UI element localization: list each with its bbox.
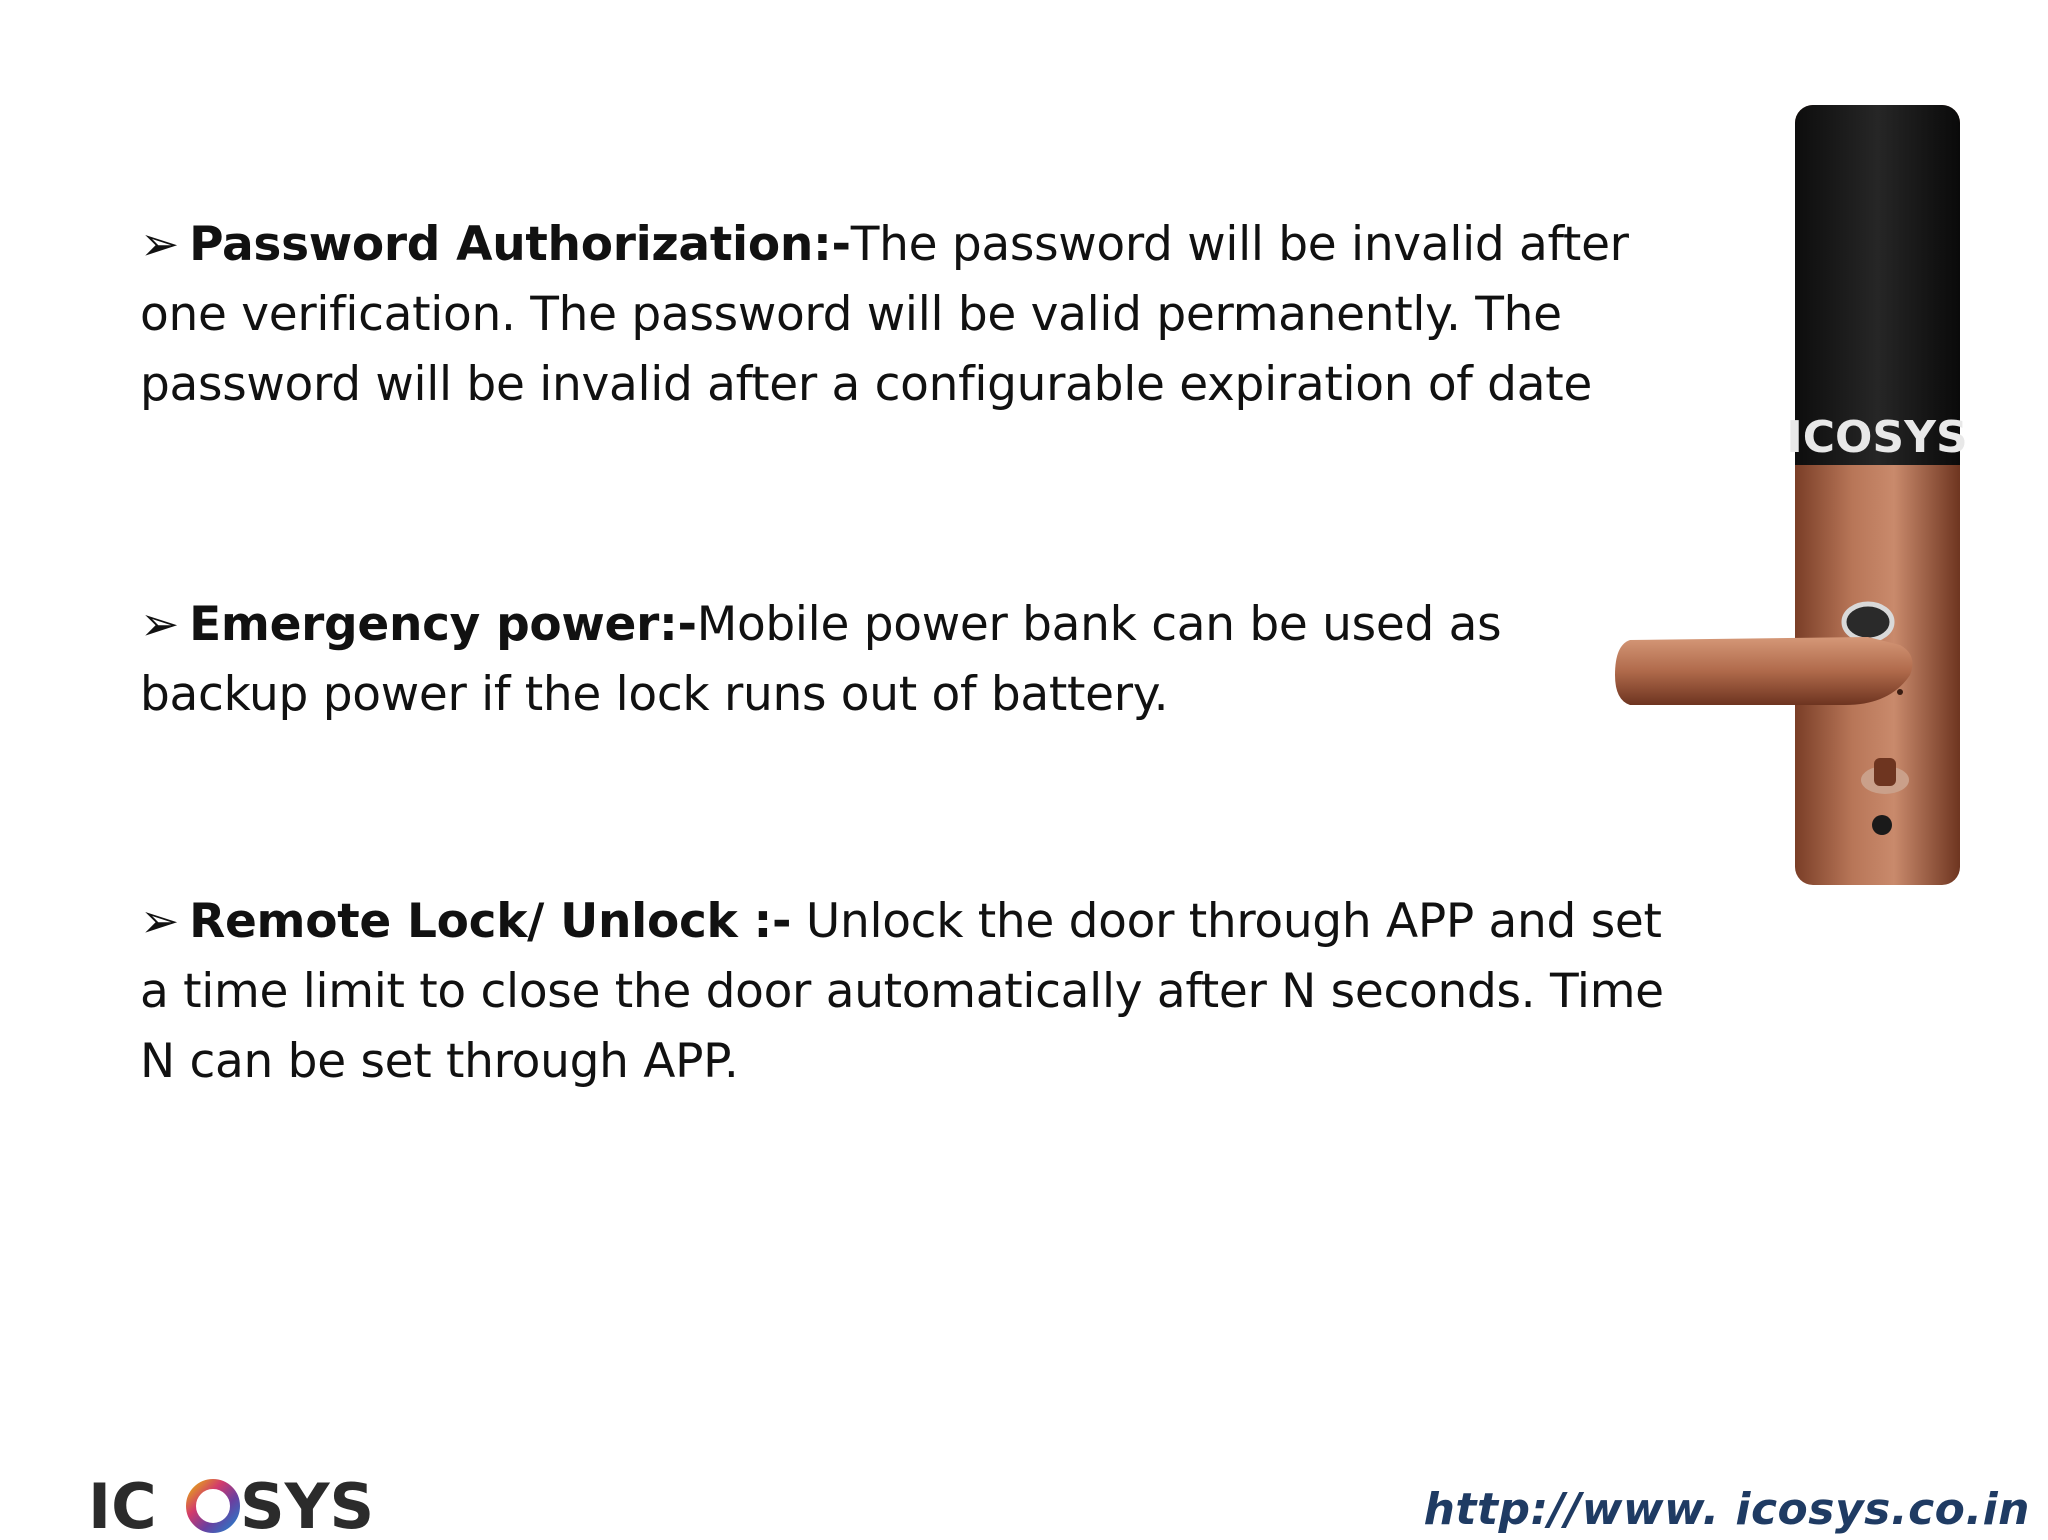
icosys-logo [88,1470,375,1540]
feature-description: Mobile power bank can be used as backup power if the lock runs out of battery. [140,597,1502,722]
feature-description: The password will be invalid after one verification. The password will be valid permanently. The password will be invalid after a configurable expiration of date [140,217,1629,412]
smart-lock-image [1600,100,1980,890]
feature-remote-lock-unlock [140,887,1680,1097]
lock-handle [1615,637,1912,705]
logo-ring-icon [191,1484,235,1528]
icosys-logo-mark [88,1470,375,1540]
feature-title: Password Authorization:- [189,217,851,272]
smart-lock-drawing [1600,100,1980,890]
arrow-bullet-icon: ➢ [140,597,180,652]
feature-title: Emergency power:- [189,597,697,652]
arrow-bullet-icon: ➢ [140,217,180,272]
feature-password-authorization [140,210,1680,420]
key-hole [1872,815,1892,835]
lock-touch-panel [1795,105,1960,465]
arrow-bullet-icon: ➢ [140,894,180,949]
feature-description: Unlock the door through APP and set a time limit to close the door automatically after N seconds. Time N can be set through APP. [140,894,1664,1089]
fingerprint-reader [1844,604,1892,640]
logo-text-sys: SYS [240,1470,375,1540]
logo-text-ic: IC [88,1470,157,1540]
feature-emergency-power [140,590,1680,730]
lock-brand-label: ICOSYS [1786,412,1968,463]
website-url[interactable]: http://www. icosys.co.in [1423,1484,2030,1535]
feature-title: Remote Lock/ Unlock :- [189,894,792,949]
